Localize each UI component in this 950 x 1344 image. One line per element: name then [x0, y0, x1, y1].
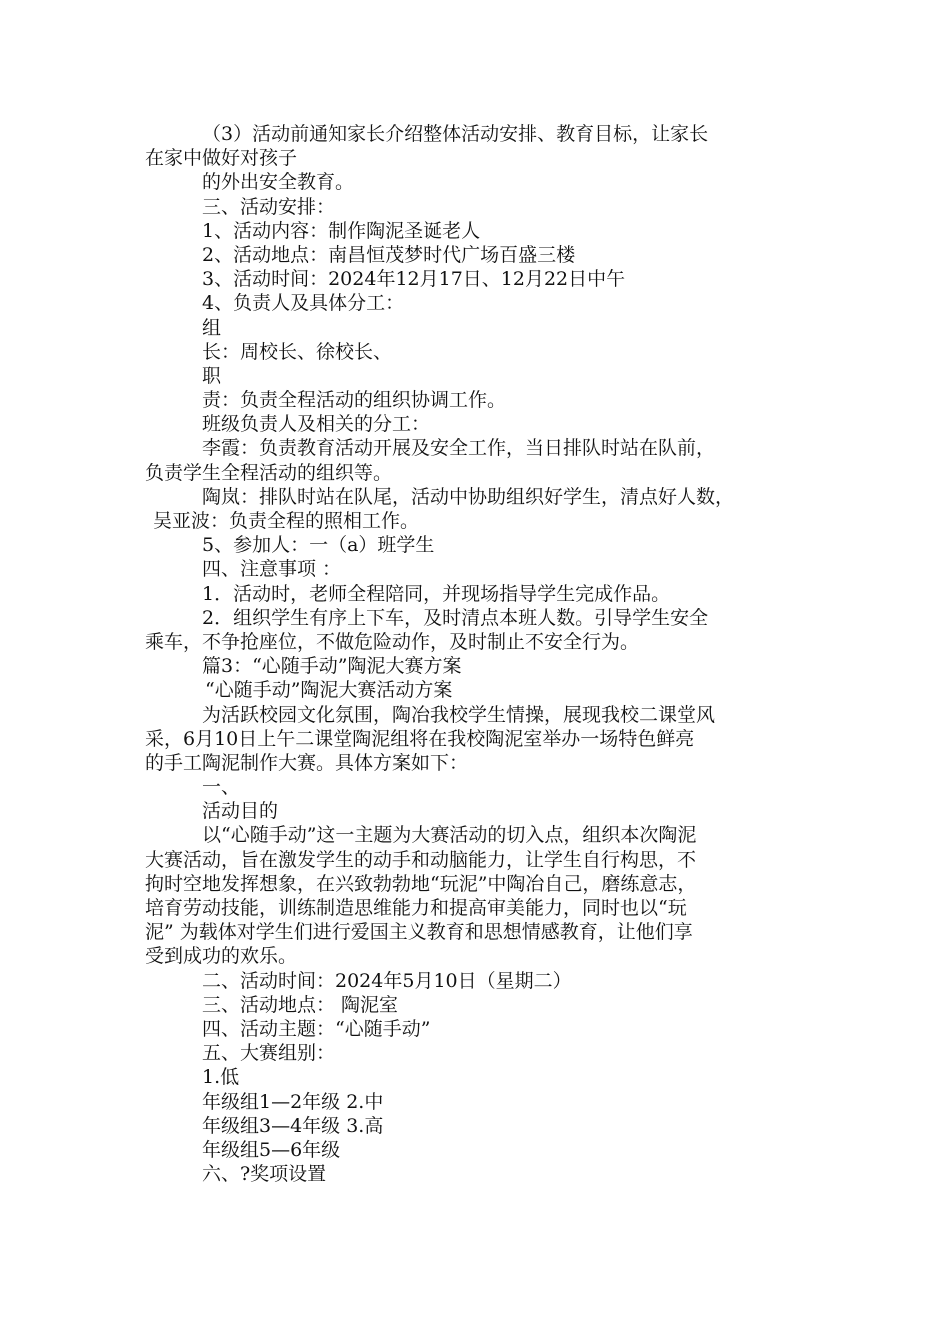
text-line: （3）活动前通知家长介绍整体活动安排、教育目标，让家长 — [202, 123, 709, 145]
document-body — [145, 122, 825, 1186]
text-line: 为活跃校园文化氛围，陶冶我校学生情操，展现我校二课堂风 — [202, 703, 716, 726]
text-line: 乘车，不争抢座位，不做危险动作，及时制止不安全行为。 — [145, 630, 640, 653]
text-line: 4、负责人及具体分工： — [202, 292, 405, 315]
text-line: 3、活动时间：2024年12月17日、12月22日中午 — [202, 268, 626, 291]
text-line: 1.低 — [202, 1066, 240, 1089]
text-line: 四、注意事项 ： — [202, 558, 342, 581]
text-line: 四、活动主题：“心随手动” — [202, 1017, 431, 1040]
text-line: 2、活动地点：南昌恒茂梦时代广场百盛三楼 — [202, 243, 576, 266]
text-line: 泥” 为载体对学生们进行爱国主义教育和思想情感教育，让他们享 — [145, 921, 693, 944]
text-line: 5、参加人：一（a）班学生 — [202, 534, 435, 557]
text-line: 的手工陶泥制作大赛。具体方案如下： — [145, 751, 469, 774]
text-line: 年级组1—2年级 2.中 — [202, 1090, 384, 1113]
text-line: 篇3：“心随手动”陶泥大赛方案 — [202, 655, 462, 678]
text-line: 活动目的 — [202, 800, 279, 823]
text-line: 陶岚：排队时站在队尾，活动中协助组织好学生，清点好人数， — [202, 485, 735, 508]
text-line: 负责学生全程活动的组织等。 — [145, 461, 393, 484]
text-line: 职 — [202, 364, 222, 387]
text-line: 吴亚波：负责全程的照相工作。 — [153, 510, 420, 532]
text-line: 以“心随手动”这一主题为大赛活动的切入点，组织本次陶泥 — [202, 824, 697, 847]
text-line: 在家中做好对孩子 — [145, 147, 298, 170]
text-line: 一、 — [202, 776, 241, 799]
text-line: 1．活动时，老师全程陪同，并现场指导学生完成作品。 — [202, 582, 671, 605]
text-line: 年级组5—6年级 — [202, 1138, 341, 1161]
text-line: 三、活动安排： — [202, 195, 336, 218]
text-line: 三、活动地点： 陶泥室 — [202, 993, 399, 1016]
text-line: 受到成功的欢乐。 — [145, 945, 298, 968]
text-line: 的外出安全教育。 — [202, 171, 355, 194]
text-line: 2．组织学生有序上下车，及时清点本班人数。引导学生安全 — [202, 606, 709, 629]
text-line: 二、活动时间：2024年5月10日（星期二） — [202, 969, 572, 992]
text-line: 班级负责人及相关的分工： — [202, 413, 431, 436]
text-line: 大赛活动，旨在激发学生的动手和动脑能力，让学生自行构思，不 — [145, 848, 697, 871]
text-line: 六、?奖项设置 — [202, 1163, 327, 1186]
text-line: 1、活动内容：制作陶泥圣诞老人 — [202, 219, 481, 242]
text-line: 采，6月10日上午二课堂陶泥组将在我校陶泥室举办一场特色鲜亮 — [145, 727, 695, 750]
text-line: “心随手动”陶泥大赛活动方案 — [205, 679, 453, 702]
text-line: 组 — [202, 316, 222, 339]
text-line: 五、大赛组别： — [202, 1042, 336, 1065]
text-line: 培育劳动技能，训练制造思维能力和提高审美能力，同时也以“玩 — [145, 897, 687, 919]
text-line: 拘时空地发挥想象，在兴致勃勃地“玩泥”中陶冶自己，磨练意志， — [145, 872, 697, 895]
text-line: 年级组3—4年级 3.高 — [202, 1114, 384, 1137]
text-line: 长：周校长、徐校长、 — [202, 340, 393, 363]
text-line: 李霞：负责教育活动开展及安全工作，当日排队时站在队前， — [202, 437, 716, 460]
text-line: 责：负责全程活动的组织协调工作。 — [202, 389, 507, 412]
